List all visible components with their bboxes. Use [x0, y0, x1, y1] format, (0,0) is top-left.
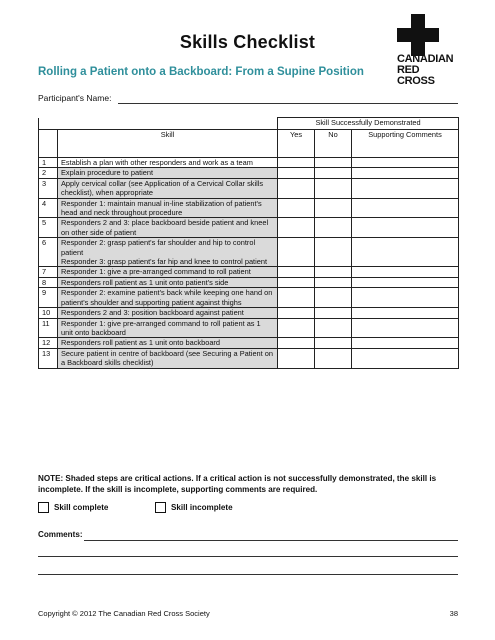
skill-complete-option[interactable]: [38, 502, 108, 513]
participant-name-label: Participant's Name:: [38, 93, 112, 103]
number-column-header: [39, 130, 58, 158]
step-description: Responder 2: examine patient's back while keeping one hand on patient's shoulder and supporting patient against thighs: [58, 288, 278, 308]
no-cell[interactable]: [315, 198, 352, 218]
yes-cell[interactable]: [278, 168, 315, 178]
yes-cell[interactable]: [278, 267, 315, 277]
header-spacer: [58, 118, 278, 130]
cross-icon-bar: [397, 28, 439, 42]
table-row: [39, 308, 459, 318]
step-description: Responders 2 and 3: place backboard beside patient and kneel on other side of patient: [58, 218, 278, 238]
table-row: [39, 288, 459, 308]
yes-cell[interactable]: [278, 308, 315, 318]
supporting-comments-cell[interactable]: [352, 267, 459, 277]
yes-cell[interactable]: [278, 218, 315, 238]
no-cell[interactable]: [315, 318, 352, 338]
skill-complete-checkbox[interactable]: [38, 502, 49, 513]
skill-incomplete-option[interactable]: [155, 502, 233, 513]
table-row: [39, 277, 459, 287]
no-cell[interactable]: [315, 158, 352, 168]
yes-cell[interactable]: [278, 318, 315, 338]
logo-text-line2: RED CROSS: [397, 64, 435, 87]
header-spacer: [39, 118, 58, 130]
table-row: [39, 158, 459, 168]
table-row: [39, 218, 459, 238]
step-number: 7: [39, 267, 58, 277]
step-description: Responder 1: give pre-arranged command to roll patient as 1 unit onto backboard: [58, 318, 278, 338]
comments-line-3[interactable]: [38, 574, 458, 575]
step-description: Responder 2: grasp patient's far shoulder and hip to control patient Responder 3: grasp patient's far hip and knee to control patient: [58, 238, 278, 267]
table-row: [39, 178, 459, 198]
logo-text-line1: CANADIAN: [397, 53, 454, 65]
critical-actions-note: NOTE: Shaded steps are critical actions. If a critical action is not successfully demonstrated, the skill is incomplete. If the skill is incomplete, supporting comments are required.: [38, 474, 437, 494]
skill-complete-label: Skill complete: [54, 503, 109, 512]
supporting-comments-cell[interactable]: [352, 168, 459, 178]
no-cell[interactable]: [315, 168, 352, 178]
supporting-comments-cell[interactable]: [352, 288, 459, 308]
skill-column-header: Skill: [58, 130, 278, 158]
supporting-comments-cell[interactable]: [352, 338, 459, 348]
supporting-comments-cell[interactable]: [352, 198, 459, 218]
no-cell[interactable]: [315, 288, 352, 308]
yes-cell[interactable]: [278, 178, 315, 198]
step-description: Responder 1: maintain manual in-line stabilization of patient's head and neck throughout procedure: [58, 198, 278, 218]
table-row: [39, 338, 459, 348]
no-cell[interactable]: [315, 267, 352, 277]
step-number: 8: [39, 277, 58, 287]
no-column-header: No: [315, 130, 352, 158]
yes-cell[interactable]: [278, 348, 315, 368]
checklist-subtitle: Rolling a Patient onto a Backboard: From a Supine Position: [38, 66, 364, 78]
yes-cell[interactable]: [278, 238, 315, 267]
yes-column-header: Yes: [278, 130, 315, 158]
step-number: 6: [39, 238, 58, 267]
no-cell[interactable]: [315, 178, 352, 198]
table-row: [39, 267, 459, 277]
step-number: 1: [39, 158, 58, 168]
no-cell[interactable]: [315, 348, 352, 368]
no-cell[interactable]: [315, 308, 352, 318]
step-number: 5: [39, 218, 58, 238]
table-row: [39, 238, 459, 267]
yes-cell[interactable]: [278, 158, 315, 168]
comments-line-2[interactable]: [38, 556, 458, 557]
step-description: Apply cervical collar (see Application of a Cervical Collar skills checklist), when appropriate: [58, 178, 278, 198]
supporting-comments-cell[interactable]: [352, 158, 459, 168]
comments-label: Comments:: [38, 530, 83, 539]
yes-cell[interactable]: [278, 198, 315, 218]
skill-incomplete-label: Skill incomplete: [171, 503, 233, 512]
no-cell[interactable]: [315, 218, 352, 238]
step-description: Explain procedure to patient: [58, 168, 278, 178]
skills-table: [38, 117, 459, 369]
supporting-comments-cell[interactable]: [352, 178, 459, 198]
supporting-comments-cell[interactable]: [352, 218, 459, 238]
supporting-comments-cell[interactable]: [352, 318, 459, 338]
no-cell[interactable]: [315, 238, 352, 267]
table-row: [39, 198, 459, 218]
step-description: Responders roll patient as 1 unit onto patient's side: [58, 277, 278, 287]
no-cell[interactable]: [315, 277, 352, 287]
skill-incomplete-checkbox[interactable]: [155, 502, 166, 513]
step-number: 3: [39, 178, 58, 198]
step-number: 12: [39, 338, 58, 348]
yes-cell[interactable]: [278, 288, 315, 308]
supporting-comments-header: Supporting Comments: [352, 130, 459, 158]
no-cell[interactable]: [315, 338, 352, 348]
participant-name-field[interactable]: [118, 103, 458, 104]
step-number: 11: [39, 318, 58, 338]
step-description: Responders roll patient as 1 unit onto backboard: [58, 338, 278, 348]
page-title: Skills Checklist: [179, 32, 316, 52]
step-number: 9: [39, 288, 58, 308]
step-description: Secure patient in centre of backboard (see Securing a Patient on a Backboard skills checklist): [58, 348, 278, 368]
table-row: [39, 348, 459, 368]
supporting-comments-cell[interactable]: [352, 277, 459, 287]
copyright-footer: Copyright © 2012 The Canadian Red Cross Society: [38, 609, 210, 618]
yes-cell[interactable]: [278, 277, 315, 287]
step-number: 10: [39, 308, 58, 318]
step-number: 13: [39, 348, 58, 368]
skill-demonstrated-header: Skill Successfully Demonstrated: [278, 118, 459, 130]
step-number: 4: [39, 198, 58, 218]
yes-cell[interactable]: [278, 338, 315, 348]
comments-field[interactable]: [84, 540, 458, 541]
supporting-comments-cell[interactable]: [352, 308, 459, 318]
table-row: [39, 318, 459, 338]
step-description: Responders 2 and 3: position backboard against patient: [58, 308, 278, 318]
red-cross-logo: [397, 14, 459, 87]
step-description: Establish a plan with other responders and work as a team: [58, 158, 278, 168]
step-description: Responder 1: give a pre-arranged command to roll patient: [58, 267, 278, 277]
supporting-comments-cell[interactable]: [352, 238, 459, 267]
page-number: 38: [449, 609, 458, 618]
supporting-comments-cell[interactable]: [352, 348, 459, 368]
table-row: [39, 168, 459, 178]
step-number: 2: [39, 168, 58, 178]
